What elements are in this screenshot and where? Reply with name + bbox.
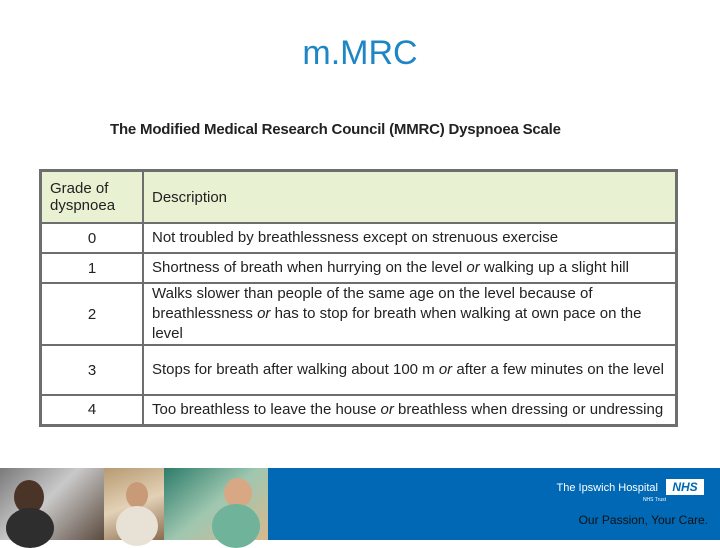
grade-cell: 2 — [41, 283, 144, 345]
table-heading: The Modified Medical Research Council (MMRC) Dyspnoea Scale — [110, 121, 561, 138]
person-silhouette — [6, 508, 54, 548]
description-text: after a few minutes on the level — [452, 361, 664, 378]
grade-cell: 1 — [41, 253, 144, 283]
description-cell — [143, 345, 677, 395]
description-column-header: Description — [143, 171, 677, 224]
nhs-logo: NHS — [666, 479, 704, 495]
grade-cell: 4 — [41, 395, 144, 425]
person-silhouette — [212, 504, 260, 548]
grade-cell: 0 — [41, 223, 144, 253]
person-silhouette — [116, 506, 158, 546]
description-text: Not troubled by breathlessness except on strenuous exercise — [152, 229, 559, 246]
table-row — [41, 345, 677, 395]
table-row — [41, 223, 677, 253]
description-text: has to stop for breath when walking at own pace on the level — [152, 305, 642, 342]
description-cell — [143, 253, 677, 283]
grade-cell: 3 — [41, 345, 144, 395]
staff-photo — [104, 468, 164, 540]
description-text: walking up a slight hill — [479, 259, 629, 276]
hospital-name: The Ipswich Hospital — [556, 482, 658, 494]
description-cell — [143, 395, 677, 425]
description-text: Walks slower than people of the same age on the level because of breathlessness — [152, 285, 593, 322]
description-cell — [143, 223, 677, 253]
or-text: or — [466, 259, 480, 276]
description-cell — [143, 283, 677, 345]
staff-photo — [164, 468, 268, 540]
slide-title: m.MRC — [302, 34, 418, 72]
person-silhouette — [126, 482, 148, 508]
description-text: breathless when dressing or undressing — [393, 400, 664, 418]
table-row — [41, 395, 677, 425]
description-text: Shortness of breath when hurrying on the level — [152, 259, 467, 276]
description-text: Too breathless to leave the house — [152, 400, 381, 418]
hospital-motto: Our Passion, Your Care. — [578, 513, 708, 527]
footer-banner — [0, 468, 720, 540]
or-text: or — [257, 305, 271, 322]
table-row — [41, 253, 677, 283]
trust-label: NHS Trust — [642, 497, 666, 503]
staff-photo — [0, 468, 104, 540]
description-text: Stops for breath after walking about 100 m — [152, 361, 439, 378]
table-row — [41, 283, 677, 345]
or-text: or — [380, 400, 394, 418]
table-header-row — [41, 171, 677, 224]
dyspnoea-scale-table — [39, 169, 678, 427]
grade-column-header: Grade of dyspnoea — [41, 171, 144, 224]
or-text: or — [438, 361, 453, 378]
